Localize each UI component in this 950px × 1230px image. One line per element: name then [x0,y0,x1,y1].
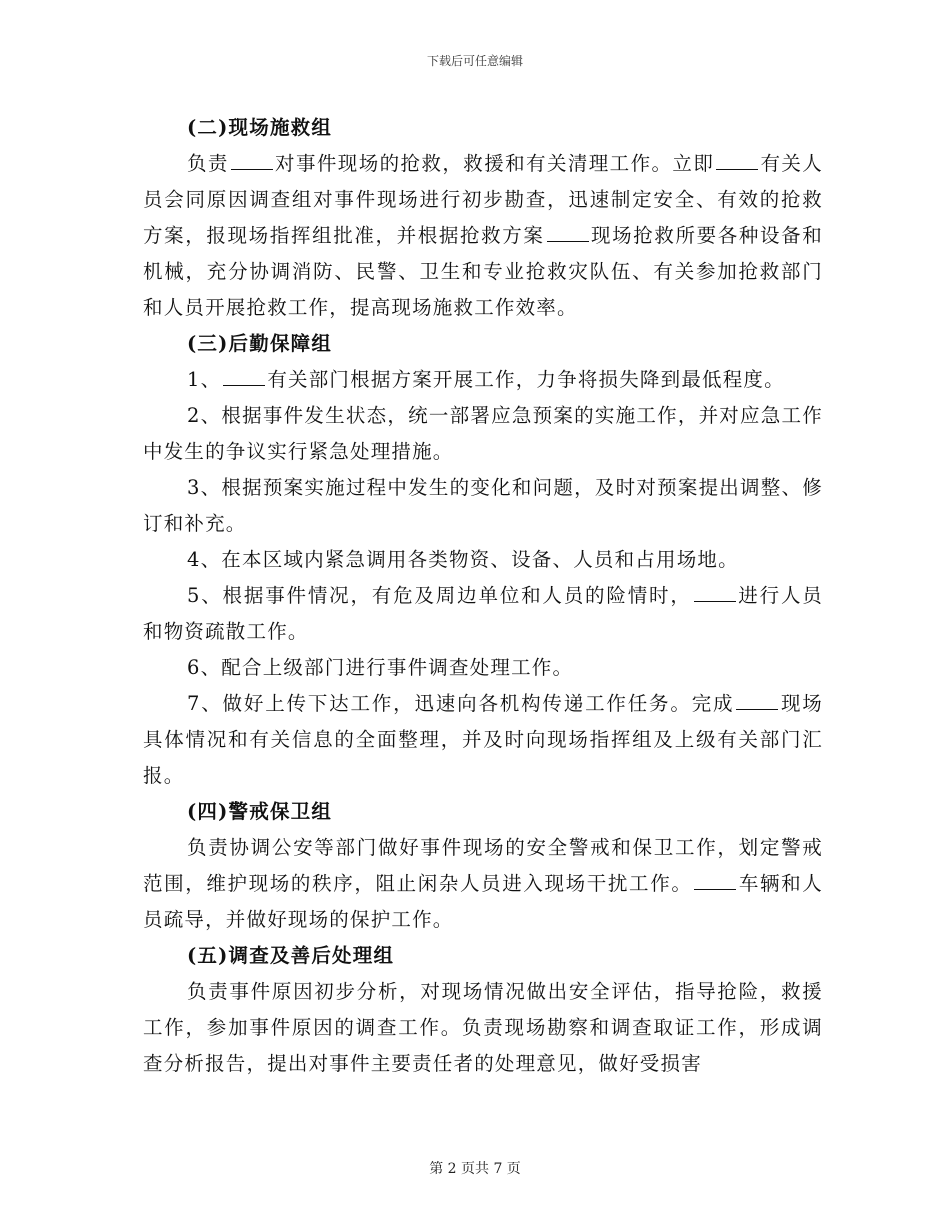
paragraph: 5、根据事件情况，有危及周边单位和人员的险情时， 进行人员和物资疏散工作。 [143,584,823,643]
fill-blank [736,708,778,710]
page-footer: 第 2 页共 7 页 [429,1161,521,1177]
fill-blank [547,240,589,242]
fill-blank [231,168,273,170]
fill-blank [223,384,265,386]
fill-blank [694,600,736,602]
paragraph: 6、配合上级部门进行事件调查处理工作。 [187,656,574,679]
paragraph: 3、根据预案实施过程中发生的变化和问题，及时对预案提出调整、修订和补充。 [143,476,823,535]
paragraph: 7、做好上传下达工作，迅速向各机构传递工作任务。完成 现场具体情况和有关信息的全面整理，并及时向现场指挥组及上级有关部门汇报。 [143,692,823,787]
section-heading: (五)调查及善后处理组 [187,944,395,967]
fill-blank [694,888,736,890]
paragraph: 4、在本区域内紧急调用各类物资、设备、人员和占用场地。 [187,548,739,571]
section-heading: (四)警戒保卫组 [187,800,333,823]
paragraph: 负责 对事件现场的抢救，救援和有关清理工作。立即 有关人员会同原因调查组对事件现场进行初步勘查，迅速制定安全、有效的抢救方案，报现场指挥组批准，并根据抢救方案 现场抢救所要各种设备和机械，充分协调消防、民警、卫生和专业抢救灾队伍、有关参加抢救部门和人员开展抢救工作，提高现场施救工作效率。 [143,152,824,319]
paragraph: 负责协调公安等部门做好事件现场的安全警戒和保卫工作，划定警戒范围，维护现场的秩序，阻止闲杂人员进入现场干扰工作。 车辆和人员疏导，并做好现场的保护工作。 [143,836,823,931]
section-heading: (三)后勤保障组 [187,332,333,355]
page-header: 下载后可任意编辑 [426,54,523,68]
document-body [143,110,823,1082]
section-heading: (二)现场施救组 [187,116,333,139]
paragraph: 1、 有关部门根据方案开展工作，力争将损失降到最低程度。 [187,368,785,391]
paragraph: 负责事件原因初步分析，对现场情况做出安全评估，指导抢险，救援工作，参加事件原因的调查工作。负责现场勘察和调查取证工作，形成调查分析报告，提出对事件主要责任者的处理意见，做好受损害 [143,980,823,1075]
paragraph: 2、根据事件发生状态，统一部署应急预案的实施工作，并对应急工作中发生的争议实行紧急处理措施。 [143,404,823,463]
fill-blank [716,168,758,170]
